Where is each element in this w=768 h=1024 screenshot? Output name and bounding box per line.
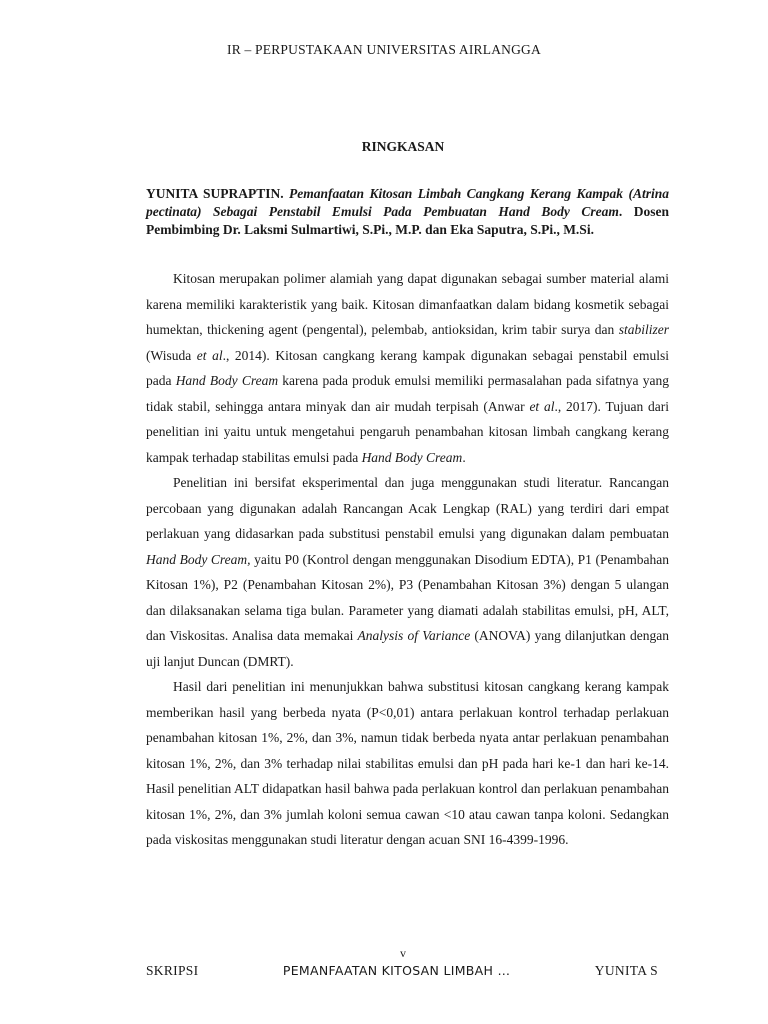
text-run-italic: et al [529, 398, 555, 414]
supervisors: . Dosen Pembimbing Dr. Laksmi Sulmartiwi, S.Pi., M.P. dan Eka Saputra, S.Pi., M.Si. [146, 204, 669, 237]
text-run-italic: stabilizer [618, 322, 669, 337]
text-run: ., 2014). Kitosan cangkang kerang kampak digunakan sebagai penstabil emulsi pada [146, 347, 669, 388]
page-number: v [400, 946, 406, 960]
text-run-italic: Analysis of Variance [357, 628, 471, 643]
footer-title: PEMANFAATAN KITOSAN LIMBAH … [282, 963, 511, 978]
summary-body [146, 266, 669, 853]
text-run: karena pada produk emulsi memiliki permasalahan pada sifatnya yang tidak stabil, sehingga antara minyak dan air mudah terpisah (Anwar [146, 373, 669, 414]
text-run: . [462, 449, 466, 465]
species-name: Atrina pectinata [146, 186, 670, 219]
text-run: Hasil dari penelitian ini menunjukkan bahwa substitusi kitosan cangkang kerang kampak memberikan hasil yang berbeda nyata (P<0,01) antara perlakuan kontrol terhadap perlakuan penambahan kitosan 1%, 2%, dan 3%, namun tidak berbeda nyata antar perlakuan penambahan kitosan 1%, 2%, dan 3% terhadap nilai stabilitas emulsi dan pH pada hari ke-1 dan hari ke-14. Hasil penelitian ALT didapatkan hasil bahwa pada perlakuan kontrol dan perlakuan penambahan kitosan 1%, 2%, dan 3% jumlah koloni semua cawan <10 atau cawan tanpa koloni. Sedangkan pada viskositas menggunakan studi literatur dengan acuan SNI 16-4399-1996. [146, 679, 669, 847]
abstract-citation [146, 185, 669, 239]
text-run: yaitu P0 (Kontrol dengan menggunakan Disodium EDTA), P1 (Penambahan Kitosan 1%), P2 (Penambahan Kitosan 2%), P3 (Penambahan Kitosan 3%) dengan 5 ulangan dan dilaksanakan selama tiga bulan. Parameter yang diamati adalah stabilitas emulsi, pH, ALT, dan Viskositas. Analisa data memakai [146, 551, 669, 643]
paragraph-intro [146, 266, 669, 470]
text-run: (Wisuda [146, 347, 197, 363]
footer-label-skripsi: SKRIPSI [146, 963, 199, 978]
thesis-title-part: ) Sebagai Penstabil Emulsi Pada Pembuatan [197, 204, 499, 219]
repository-header: IR – PERPUSTAKAAN UNIVERSITAS AIRLANGGA [227, 42, 541, 57]
text-run-italic: et al [196, 347, 223, 363]
author-name: YUNITA SUPRAPTIN. [146, 186, 284, 201]
text-run-italic: Hand Body Cream, [146, 551, 251, 567]
page-footer [146, 963, 658, 979]
thesis-title-part: Pemanfaatan Kitosan Limbah Cangkang Kerang Kampak ( [289, 186, 633, 201]
text-run-italic: Hand Body Cream [175, 373, 279, 388]
text-run: (ANOVA) yang dilanjutkan dengan uji lanjut Duncan (DMRT). [146, 628, 669, 669]
text-run: Kitosan merupakan polimer alamiah yang dapat digunakan sebagai sumber material alami karena memiliki karakteristik yang baik. Kitosan dimanfaatkan dalam bidang kosmetik sebagai humektan, thickening agent (pengental), pelembab, antioksidan, krim tabir surya dan [146, 271, 669, 337]
text-run: Penelitian ini bersifat eksperimental dan juga menggunakan studi literatur. Rancangan percobaan yang digunakan adalah Rancangan Acak Lengkap (RAL) yang terdiri dari empat perlakuan yang didasarkan pada substitusi penstabil emulsi yang digunakan dalam pembuatan [146, 475, 669, 541]
paragraph-methods [146, 470, 669, 674]
page-title: RINGKASAN [361, 139, 445, 154]
footer-author: YUNITA S [594, 963, 658, 978]
paragraph-results [146, 674, 669, 853]
text-run: ., 2017). Tujuan dari penelitian ini yaitu untuk mengetahui pengaruh penambahan kitosan limbah cangkang kerang kampak terhadap stabilitas emulsi pada [146, 398, 669, 465]
text-run-italic: Hand Body Cream [361, 449, 463, 465]
product-name: Hand Body Cream [498, 204, 619, 219]
